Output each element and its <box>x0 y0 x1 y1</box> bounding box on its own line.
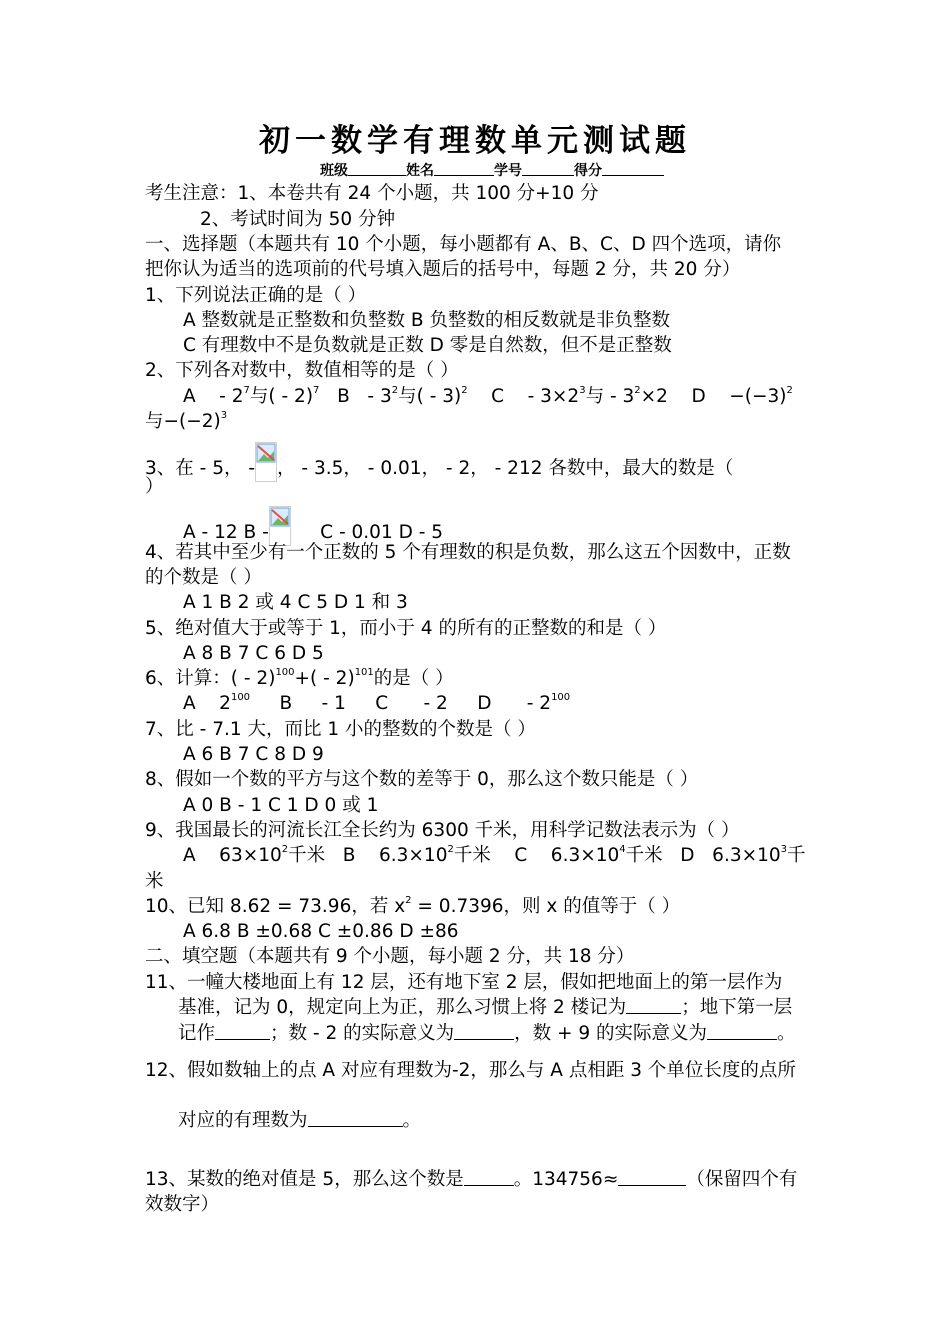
class-blank <box>348 160 406 176</box>
q5-options: A 8 B 7 C 6 D 5 <box>183 643 324 664</box>
q11-text-e: ，数 + 9 的实际意义为 <box>514 1023 708 1044</box>
broken-image-icon <box>255 442 277 482</box>
q13-blank-1 <box>464 1170 514 1186</box>
q10-stem: 10、已知 8.62 = 73.96，若 $x^2 = 0.7396$，则 x 的值等于（ ） <box>145 895 681 917</box>
q9-options-wrap: 米 <box>145 871 164 892</box>
q4-line-2: 的个数是（ ） <box>145 567 262 588</box>
notice-line-1: 考生注意：1、本卷共有 24 个小题，共 100 分+10 分 <box>145 183 599 204</box>
notice-line-2: 2、考试时间为 50 分钟 <box>200 209 396 230</box>
q13-line-2: 效数字） <box>145 1194 220 1215</box>
q11-text-f: 。 <box>777 1023 796 1044</box>
q8-options: A 0 B - 1 C 1 D 0 或 1 <box>183 795 379 816</box>
q3-stem-close: ） <box>145 476 164 497</box>
q6-label: 6、计算： <box>145 668 231 689</box>
q11-blank-3 <box>454 1024 514 1040</box>
q6-stem: 6、计算：( - 2)$^{100}$+( - 2)$^{101}$的是（ ） <box>145 667 454 689</box>
q12-blank <box>308 1111 403 1127</box>
q9-stem: 9、我国最长的河流长江全长约为 6300 千米，用科学记数法表示为（ ） <box>145 820 740 841</box>
q6-close: 的是（ ） <box>373 668 454 689</box>
id-blank <box>522 160 574 176</box>
q3-stem-a: 3、在 - 5， - <box>145 458 256 479</box>
id-label: 学号 <box>494 163 522 179</box>
q11-blank-2 <box>215 1024 270 1040</box>
class-label: 班级 <box>320 163 348 179</box>
q13-line-1 <box>145 1167 797 1192</box>
q11-text-b: ；地下第一层 <box>681 997 793 1018</box>
q9-options: A $63\times 10^2$千米 B $6.3\times 10^2$千米 C $6.3\times 10^4$千米 D $6.3\times 10^3$千 <box>183 844 806 866</box>
q11-line-2 <box>178 995 792 1020</box>
q5-stem: 5、绝对值大于或等于 1，而小于 4 的所有的正整数的和是（ ） <box>145 618 667 639</box>
score-blank <box>602 160 664 176</box>
q13-blank-2 <box>618 1170 686 1186</box>
section2-heading: 二、填空题（本题共有 9 个小题，每小题 2 分，共 18 分） <box>145 946 635 967</box>
q8-stem: 8、假如一个数的平方与这个数的差等于 0，那么这个数只能是（ ） <box>145 769 699 790</box>
q6-options: A $2^{100}$ B - 1 C - 2 D - $2^{100}$ <box>183 692 571 714</box>
q3-stem <box>145 442 733 482</box>
q7-stem: 7、比 - 7.1 大，而比 1 小的整数的个数是（ ） <box>145 719 536 740</box>
q3-stem-b: ， - 3.5， - 0.01， - 2， - 212 各数中，最大的数是（ <box>277 458 734 479</box>
q4-line-1: 4、若其中至少有一个正数的 5 个有理数的积是负数，那么这五个因数中，正数 <box>145 542 791 563</box>
q3-options-rest: C - 0.01 D - 5 <box>320 522 444 543</box>
q12-text-a: 对应的有理数为 <box>178 1110 308 1131</box>
q1-options-cd: C 有理数中不是负数就是正数 D 零是自然数，但不是正整数 <box>183 335 672 356</box>
q2-stem: 2、下列各对数中，数值相等的是（ ） <box>145 360 459 381</box>
q4-options: A 1 B 2 或 4 C 5 D 1 和 3 <box>183 592 408 613</box>
q11-text-a: 基准，记为 0，规定向上为正，那么习惯上将 2 楼记为 <box>178 997 627 1018</box>
q13-text-a: 13、某数的绝对值是 5，那么这个数是 <box>145 1169 464 1190</box>
score-label: 得分 <box>574 163 602 179</box>
q11-text-c: 记作 <box>178 1023 216 1044</box>
q10-stem-a: 10、已知 8.62 = 73.96，若 x <box>145 896 406 917</box>
q7-options: A 6 B 7 C 8 D 9 <box>183 744 324 765</box>
name-label: 姓名 <box>406 163 434 179</box>
student-info-line <box>320 160 664 180</box>
q11-blank-4 <box>707 1024 777 1040</box>
q2-options-wrap: 与$-(-2)^3$ <box>145 410 228 432</box>
q12-line-2 <box>178 1108 421 1133</box>
q10-options: A 6.8 B ±0.68 C ±0.86 D ±86 <box>183 921 459 942</box>
q11-text-d: ；数 - 2 的实际意义为 <box>270 1023 455 1044</box>
q10-stem-b: = 0.7396，则 x 的值等于（ ） <box>411 896 681 917</box>
q13-text-c: （保留四个有 <box>686 1169 798 1190</box>
section1-heading: 一、选择题（本题共有 10 个小题，每小题都有 A、B、C、D 四个选项，请你 <box>145 234 782 255</box>
q13-text-b: 。134756≈ <box>513 1169 619 1190</box>
page-title: 初一数学有理数单元测试题 <box>259 123 691 159</box>
q11-line-3 <box>178 1021 796 1046</box>
q2-tail: 与−(−2) <box>145 411 221 432</box>
q2-options: A - $2^7$与( - 2)$^7$ B - $3^2$与( - 3)$^2$ C - $3\times 2^3$与 - $3^2\times 2$ D $-(-3)^2$ <box>183 385 793 407</box>
q1-options-ab: A 整数就是正整数和负整数 B 负整数的相反数就是非负整数 <box>183 310 670 331</box>
q11-line-1: 11、一幢大楼地面上有 12 层，还有地下室 2 层，假如把地面上的第一层作为 <box>145 972 783 993</box>
q3-options-a: A - 12 B - <box>183 522 269 543</box>
q1-stem: 1、下列说法正确的是（ ） <box>145 285 367 306</box>
q12-text-b: 。 <box>402 1110 422 1131</box>
q11-blank-1 <box>626 998 681 1014</box>
q12-line-1: 12、假如数轴上的点 A 对应有理数为-2，那么与 A 点相距 3 个单位长度的点所 <box>145 1060 796 1081</box>
section1-heading-cont: 把你认为适当的选项前的代号填入题后的括号中，每题 2 分，共 20 分） <box>145 259 741 280</box>
name-blank <box>434 160 494 176</box>
